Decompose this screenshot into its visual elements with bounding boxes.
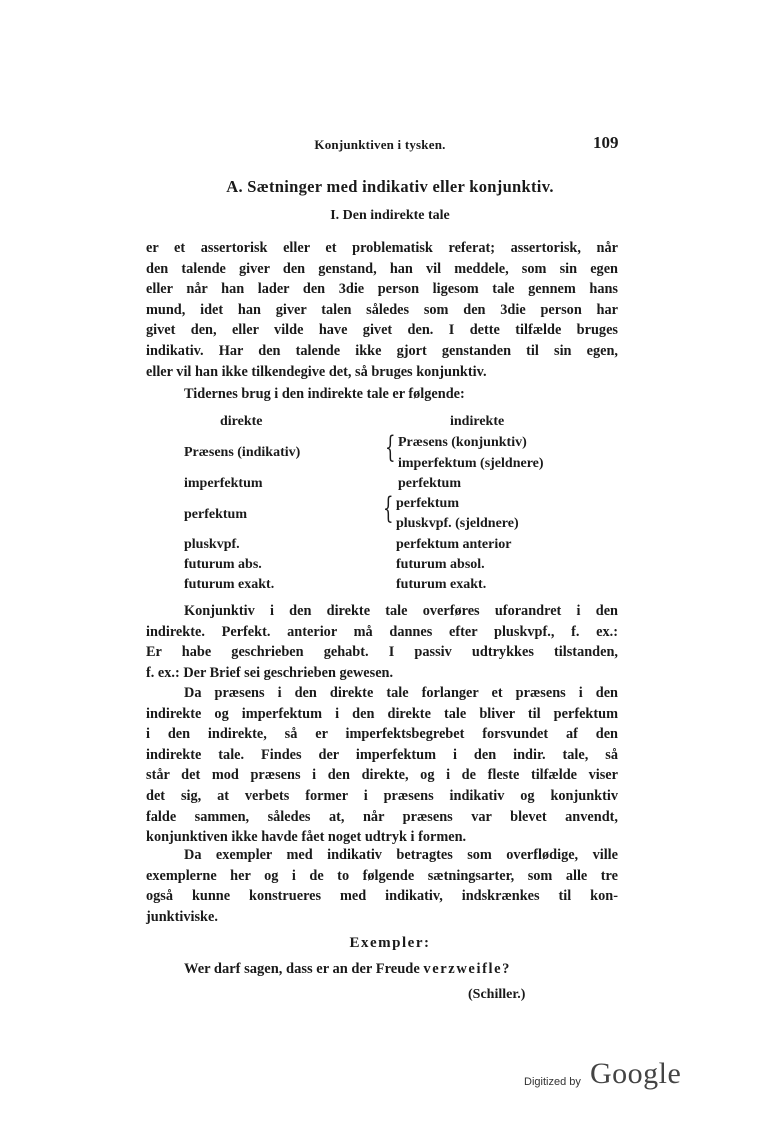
section-title: A. Sætninger med indikativ eller konjunktiv. [226,177,554,196]
table-cell-direct: Præsens (indikativ) [184,445,301,460]
table-cell-direct: perfektum [184,507,247,522]
paragraph-4 [146,845,618,927]
text-line: også kunne konstrueres med indikativ, indskrænkes til kon- [146,888,618,905]
table-cell-direct: futurum abs. [184,557,262,572]
quote-emphasis: verzweifle? [423,961,512,977]
table-cell-indirect: futurum exakt. [396,577,487,592]
examples-heading: Exempler: [349,935,431,951]
table-cell-indirect: perfektum [398,476,461,491]
text-line: mund, idet han giver talen således som den 3die person har [146,301,618,318]
paragraph-1 [146,238,618,382]
text-line: indikativ. Har den talende ikke gjort genstanden til sin egen, [146,342,618,359]
text-line: givet den, eller vilde have givet den. I dette tilfælde bruges [146,322,618,339]
table-cell-indirect: Præsens (konjunktiv) [398,435,527,450]
google-logo: Google [590,1057,682,1090]
text-line: Konjunktiv i den direkte tale overføres uforandret i den [184,603,618,619]
text-line: i den indirekte, så er imperfektsbegrebet forsvundet af den [146,726,618,743]
text-line: står det mod præsens i den direkte, og i de fleste tilfælde viser [146,767,618,784]
text-line: eller vil han ikke tilkendegive det, så bruges konjunktiv. [146,363,487,380]
text-line: konjunktiven ikke havde fået noget udtryk i formen. [146,829,467,846]
table-header-direct: direkte [220,414,263,429]
text-line: junktiviske. [146,908,218,925]
brace-glyph: { [383,491,394,526]
table-cell-indirect: perfektum anterior [396,537,512,552]
table-cell-indirect: perfektum [396,496,459,511]
text-line: indirekte tale. Findes der imperfektum i den indir. tale, så [146,746,618,763]
quote-text: Wer darf sagen, dass er an der Freude [184,961,424,977]
text-line: den talende giver den genstand, han vil meddele, som sin egen [146,260,618,277]
table-cell-direct: pluskvpf. [184,537,240,552]
text-line: f. ex.: Der Brief sei geschrieben gewesen. [146,664,394,681]
text-line: indirekte og imperfektum i den direkte tale bliver til perfektum [146,705,618,722]
text-line: exemplerne her og i de to følgende sætningsarter, som alle tre [146,867,618,884]
table-cell-indirect: futurum absol. [396,557,485,572]
tense-intro: Tidernes brug i den indirekte tale er følgende: [184,386,465,402]
digitized-by-label: Digitized by [524,1076,581,1088]
text-line: Da præsens i den direkte tale forlanger et præsens i den [184,685,618,701]
brace-glyph: { [385,430,396,465]
text-line: det sig, at verbets former i præsens indikativ og konjunktiv [146,787,618,804]
page-number: 109 [593,133,619,152]
running-title: Konjunktiven i tysken. [314,137,446,152]
paragraph-2 [146,601,618,683]
table-cell-direct: futurum exakt. [184,577,275,592]
text-line: indirekte. Perfekt. anterior må dannes efter pluskvpf., f. ex.: [146,623,618,640]
table-cell-direct: imperfektum [184,476,263,491]
text-line: falde sammen, således at, når præsens var blevet anvendt, [146,808,618,825]
table-cell-indirect: imperfektum (sjeldnere) [398,456,544,471]
text-line: Er habe geschrieben gehabt. I passiv udtrykkes tilstanden, [146,644,618,661]
table-header-indirect: indirekte [450,414,505,429]
text-line: Da exempler med indikativ betragtes som overflødige, ville [184,847,618,863]
text-line: er et assertorisk eller et problematisk referat; assertorisk, når [146,240,618,256]
subsection-title: I. Den indirekte tale [330,208,450,223]
example-quote [184,961,511,978]
text-line: eller når han lader den 3die person ligesom tale gennem hans [146,281,618,298]
table-cell-indirect: pluskvpf. (sjeldnere) [396,516,519,531]
quote-attribution: (Schiller.) [468,987,526,1002]
paragraph-3 [146,683,618,848]
